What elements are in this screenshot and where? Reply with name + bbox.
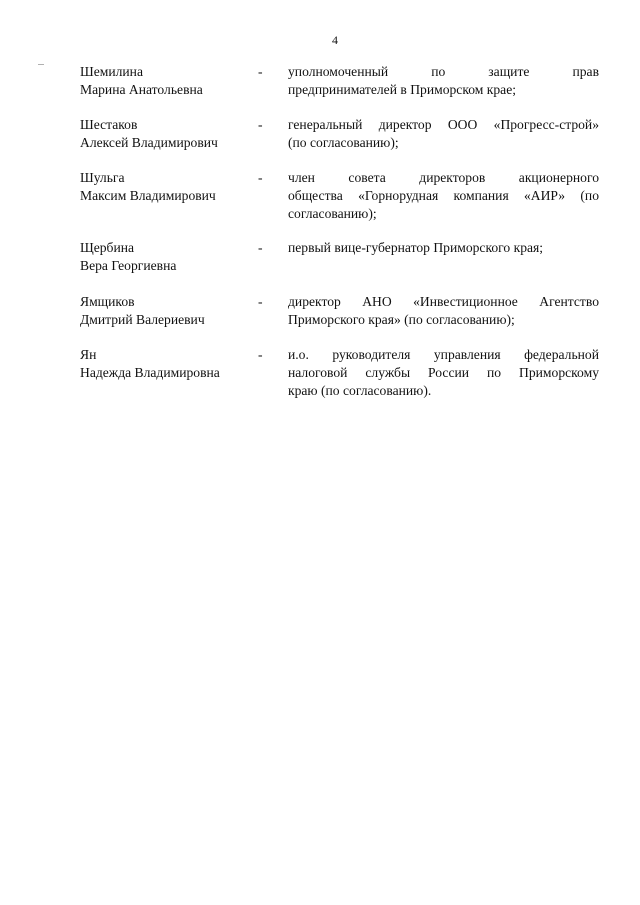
member-role (288, 116, 599, 152)
role-line: директор АНО «Инвестиционное Агентство (288, 294, 599, 309)
separator-dash: - (258, 117, 263, 132)
role-line: краю (по согласованию). (288, 383, 432, 398)
role-line: член совета директоров акционерного (288, 170, 599, 185)
role-line: (по согласованию); (288, 135, 399, 150)
role-line: согласованию); (288, 206, 377, 221)
member-given-names: Дмитрий Валериевич (80, 312, 205, 327)
member-name (80, 293, 250, 329)
separator-dash: - (258, 347, 263, 362)
member-given-names: Надежда Владимировна (80, 365, 220, 380)
member-surname: Шемилина (80, 64, 143, 79)
page-number: 4 (332, 33, 338, 47)
member-role (288, 239, 599, 257)
member-name (80, 169, 250, 205)
role-line: предпринимателей в Приморском крае; (288, 82, 517, 97)
member-surname: Ян (80, 347, 97, 362)
member-surname: Шульга (80, 170, 125, 185)
list-item (0, 293, 640, 329)
list-item (0, 63, 640, 99)
separator-dash: - (258, 240, 263, 255)
role-line: Приморского края» (по согласованию); (288, 312, 515, 327)
list-item (0, 346, 640, 400)
list-item (0, 239, 640, 273)
member-name (80, 346, 250, 382)
separator-dash: - (258, 64, 263, 79)
member-name (80, 116, 250, 152)
role-line: и.о. руководителя управления федеральной (288, 347, 599, 362)
role-line: генеральный директор ООО «Прогресс-строй» (288, 117, 599, 132)
member-name (80, 63, 250, 99)
role-line: уполномоченный по защите прав (288, 64, 599, 79)
role-line: первый вице-губернатор Приморского края; (288, 240, 544, 255)
members-list (0, 63, 640, 398)
member-surname: Ямщиков (80, 294, 135, 309)
separator-dash: - (258, 170, 263, 185)
member-given-names: Марина Анатольевна (80, 82, 203, 97)
member-role (288, 169, 599, 223)
member-role (288, 63, 599, 99)
role-line: общества «Горнорудная компания «АИР» (по (288, 188, 599, 203)
member-given-names: Максим Владимирович (80, 188, 216, 203)
separator-dash: - (258, 294, 263, 309)
member-given-names: Алексей Владимирович (80, 135, 218, 150)
list-item (0, 116, 640, 152)
member-name (80, 239, 250, 275)
member-role (288, 293, 599, 329)
member-surname: Щербина (80, 240, 135, 255)
role-line: налоговой службы России по Приморскому (288, 365, 599, 380)
member-role (288, 346, 599, 400)
member-given-names: Вера Георгиевна (80, 258, 177, 273)
list-item (0, 169, 640, 223)
member-surname: Шестаков (80, 117, 138, 132)
